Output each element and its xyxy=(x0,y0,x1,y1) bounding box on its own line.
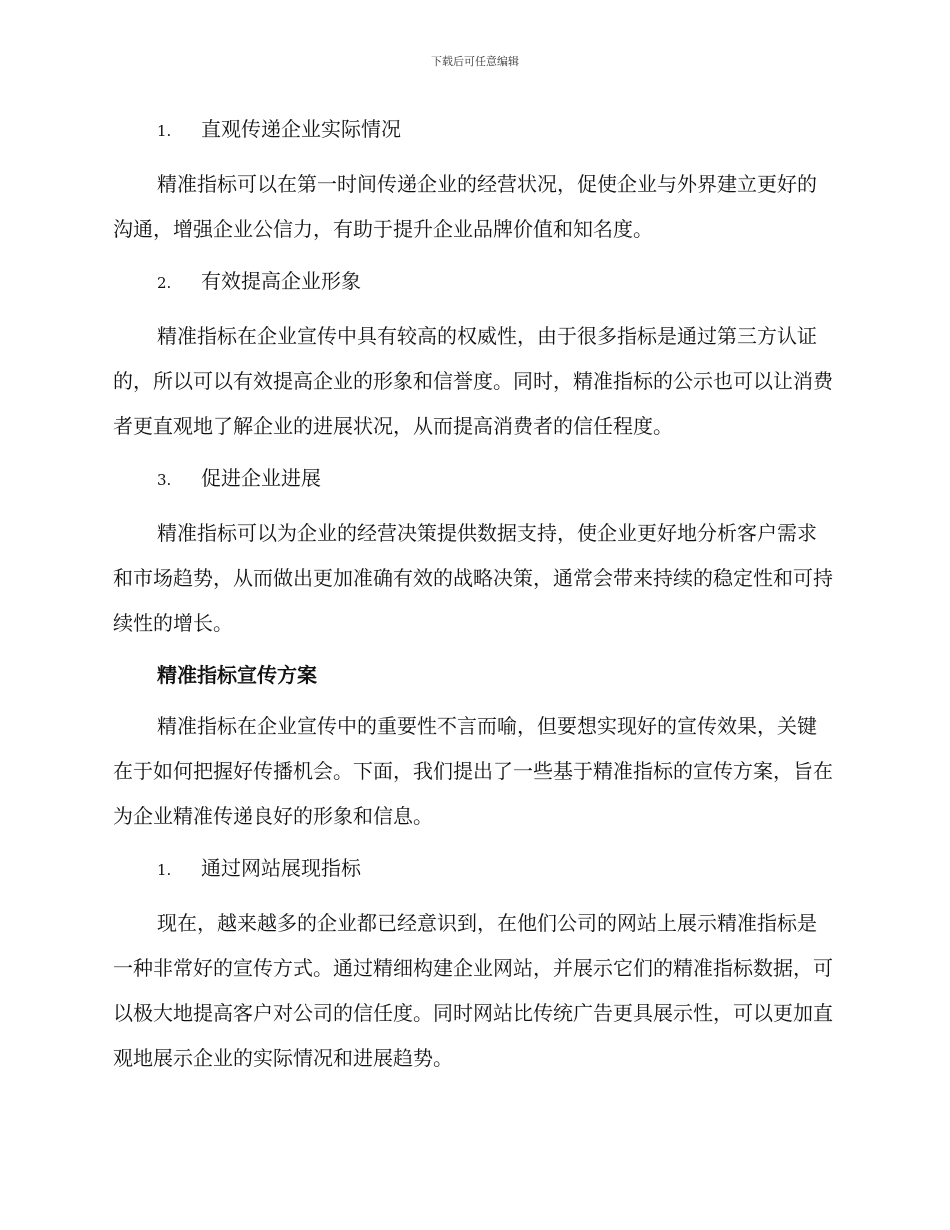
list-item xyxy=(113,849,835,889)
list-item xyxy=(113,110,835,150)
page-header: 下载后可任意编辑 xyxy=(431,55,519,68)
list-item-number: 3. xyxy=(157,471,172,489)
section-heading: 精准指标宣传方案 xyxy=(157,663,317,687)
paragraph: 精准指标可以在第一时间传递企业的经营状况，促使企业与外界建立更好的沟通，增强企业公信力，有助于提升企业品牌价值和知名度。 xyxy=(113,172,817,241)
list-item-title: 直观传递企业实际情况 xyxy=(201,117,401,141)
list-item-number: 1. xyxy=(157,122,172,140)
list-item-title: 促进企业进展 xyxy=(201,466,321,490)
list-item-title: 通过网站展现指标 xyxy=(201,856,361,880)
paragraph: 精准指标可以为企业的经营决策提供数据支持，使企业更好地分析客户需求和市场趋势，从而做出更加准确有效的战略决策，通常会带来持续的稳定性和可持续性的增长。 xyxy=(113,521,833,635)
list-item xyxy=(113,262,835,302)
list-item xyxy=(113,459,835,499)
list-item-title: 有效提高企业形象 xyxy=(201,269,361,293)
paragraph: 精准指标在企业宣传中的重要性不言而喻，但要想实现好的宣传效果，关键在于如何把握好传播机会。下面，我们提出了一些基于精准指标的宣传方案，旨在为企业精准传递良好的形象和信息。 xyxy=(113,714,833,828)
list-item-number: 2. xyxy=(157,274,172,292)
paragraph: 精准指标在企业宣传中具有较高的权威性，由于很多指标是通过第三方认证的，所以可以有效提高企业的形象和信誉度。同时，精准指标的公示也可以让消费者更直观地了解企业的进展状况，从而提高消费者的信任程度。 xyxy=(113,324,833,438)
paragraph: 现在，越来越多的企业都已经意识到，在他们公司的网站上展示精准指标是一种非常好的宣传方式。通过精细构建企业网站，并展示它们的精准指标数据，可以极大地提高客户对公司的信任度。同时网站比传统广告更具展示性，可以更加直观地展示企业的实际情况和进展趋势。 xyxy=(113,911,833,1070)
list-item-number: 1. xyxy=(157,861,172,879)
document-body xyxy=(113,110,835,1091)
